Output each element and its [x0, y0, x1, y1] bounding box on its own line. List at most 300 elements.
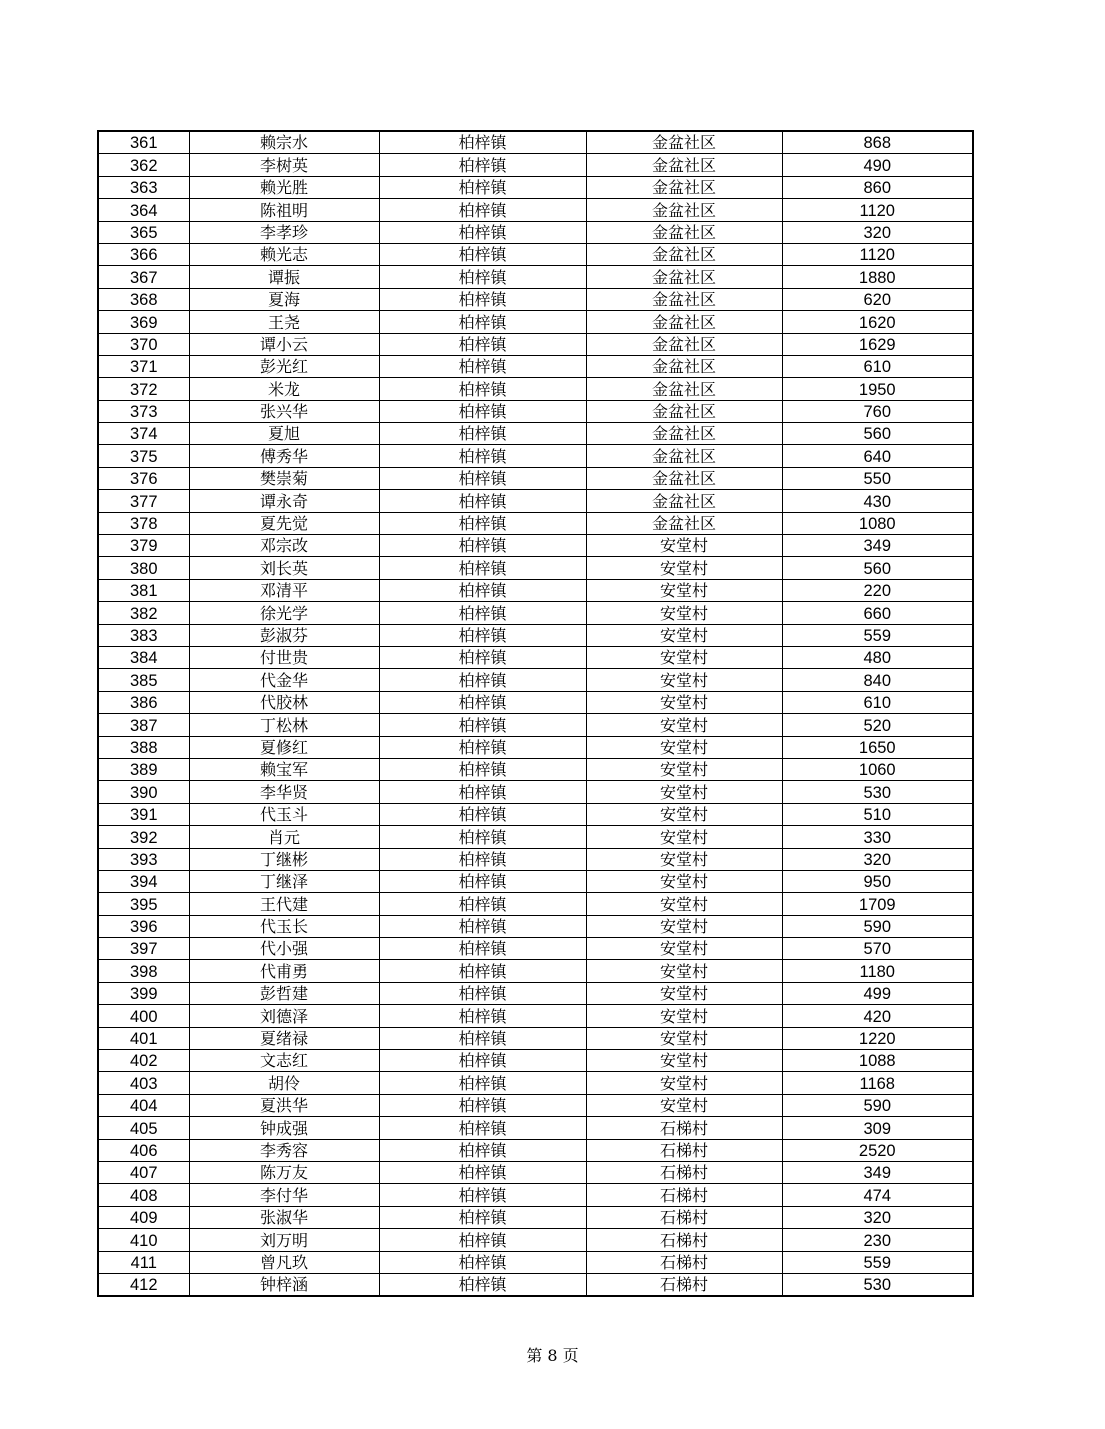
amount-cell: 1180: [782, 960, 973, 982]
row-index-cell: 398: [98, 960, 189, 982]
town-cell: 柏梓镇: [379, 176, 586, 198]
amount-cell: 480: [782, 646, 973, 668]
amount-cell: 1880: [782, 266, 973, 288]
amount-cell: 230: [782, 1229, 973, 1251]
village-cell: 金盆社区: [586, 243, 782, 265]
amount-cell: 760: [782, 400, 973, 422]
amount-cell: 1088: [782, 1050, 973, 1072]
table-row: [98, 221, 973, 243]
table-row: [98, 982, 973, 1004]
row-index-cell: 392: [98, 826, 189, 848]
row-index-cell: 385: [98, 669, 189, 691]
town-cell: 柏梓镇: [379, 669, 586, 691]
table-row: [98, 1273, 973, 1296]
village-cell: 安堂村: [586, 1027, 782, 1049]
name-cell: 张兴华: [189, 400, 379, 422]
village-cell: 金盆社区: [586, 490, 782, 512]
data-table: [97, 130, 974, 1297]
table-row: [98, 1229, 973, 1251]
table-row: [98, 736, 973, 758]
amount-cell: 1120: [782, 199, 973, 221]
row-index-cell: 373: [98, 400, 189, 422]
amount-cell: 610: [782, 691, 973, 713]
row-index-cell: 404: [98, 1094, 189, 1116]
village-cell: 金盆社区: [586, 288, 782, 310]
amount-cell: 1060: [782, 758, 973, 780]
row-index-cell: 378: [98, 512, 189, 534]
town-cell: 柏梓镇: [379, 1072, 586, 1094]
village-cell: 石梯村: [586, 1117, 782, 1139]
row-index-cell: 393: [98, 848, 189, 870]
row-index-cell: 411: [98, 1251, 189, 1273]
amount-cell: 1220: [782, 1027, 973, 1049]
table-row: [98, 960, 973, 982]
amount-cell: 220: [782, 579, 973, 601]
town-cell: 柏梓镇: [379, 311, 586, 333]
row-index-cell: 374: [98, 423, 189, 445]
table-row: [98, 1139, 973, 1161]
data-table-body: [98, 131, 973, 1296]
amount-cell: 2520: [782, 1139, 973, 1161]
amount-cell: 1709: [782, 893, 973, 915]
village-cell: 石梯村: [586, 1161, 782, 1183]
village-cell: 安堂村: [586, 803, 782, 825]
page-number: 第 8 页: [526, 1346, 579, 1365]
table-row: [98, 915, 973, 937]
row-index-cell: 370: [98, 333, 189, 355]
table-row: [98, 199, 973, 221]
name-cell: 丁继彬: [189, 848, 379, 870]
village-cell: 安堂村: [586, 691, 782, 713]
table-row: [98, 131, 973, 154]
table-row: [98, 355, 973, 377]
name-cell: 钟梓涵: [189, 1273, 379, 1296]
amount-cell: 560: [782, 557, 973, 579]
village-cell: 石梯村: [586, 1139, 782, 1161]
town-cell: 柏梓镇: [379, 1117, 586, 1139]
name-cell: 夏绪禄: [189, 1027, 379, 1049]
amount-cell: 550: [782, 467, 973, 489]
name-cell: 李华贤: [189, 781, 379, 803]
name-cell: 肖元: [189, 826, 379, 848]
name-cell: 陈祖明: [189, 199, 379, 221]
table-row: [98, 826, 973, 848]
table-row: [98, 490, 973, 512]
town-cell: 柏梓镇: [379, 199, 586, 221]
name-cell: 米龙: [189, 378, 379, 400]
row-index-cell: 412: [98, 1273, 189, 1296]
amount-cell: 620: [782, 288, 973, 310]
name-cell: 夏修红: [189, 736, 379, 758]
town-cell: 柏梓镇: [379, 355, 586, 377]
name-cell: 谭小云: [189, 333, 379, 355]
table-row: [98, 669, 973, 691]
name-cell: 曾凡玖: [189, 1251, 379, 1273]
name-cell: 赖光胜: [189, 176, 379, 198]
amount-cell: 499: [782, 982, 973, 1004]
row-index-cell: 384: [98, 646, 189, 668]
row-index-cell: 389: [98, 758, 189, 780]
town-cell: 柏梓镇: [379, 579, 586, 601]
town-cell: 柏梓镇: [379, 646, 586, 668]
town-cell: 柏梓镇: [379, 221, 586, 243]
name-cell: 张淑华: [189, 1206, 379, 1228]
row-index-cell: 367: [98, 266, 189, 288]
name-cell: 丁松林: [189, 714, 379, 736]
town-cell: 柏梓镇: [379, 714, 586, 736]
table-row: [98, 803, 973, 825]
name-cell: 夏海: [189, 288, 379, 310]
village-cell: 金盆社区: [586, 266, 782, 288]
amount-cell: 610: [782, 355, 973, 377]
town-cell: 柏梓镇: [379, 1027, 586, 1049]
row-index-cell: 408: [98, 1184, 189, 1206]
table-row: [98, 602, 973, 624]
table-row: [98, 512, 973, 534]
name-cell: 王代建: [189, 893, 379, 915]
name-cell: 邓宗改: [189, 535, 379, 557]
amount-cell: 1950: [782, 378, 973, 400]
village-cell: 金盆社区: [586, 378, 782, 400]
town-cell: 柏梓镇: [379, 848, 586, 870]
village-cell: 金盆社区: [586, 445, 782, 467]
town-cell: 柏梓镇: [379, 736, 586, 758]
row-index-cell: 401: [98, 1027, 189, 1049]
row-index-cell: 381: [98, 579, 189, 601]
village-cell: 安堂村: [586, 915, 782, 937]
name-cell: 彭哲建: [189, 982, 379, 1004]
table-row: [98, 1206, 973, 1228]
table-row: [98, 1005, 973, 1027]
table-row: [98, 1027, 973, 1049]
row-index-cell: 409: [98, 1206, 189, 1228]
name-cell: 陈万友: [189, 1161, 379, 1183]
row-index-cell: 383: [98, 624, 189, 646]
town-cell: 柏梓镇: [379, 803, 586, 825]
name-cell: 彭光红: [189, 355, 379, 377]
name-cell: 丁继泽: [189, 870, 379, 892]
row-index-cell: 410: [98, 1229, 189, 1251]
table-row: [98, 535, 973, 557]
table-row: [98, 758, 973, 780]
table-row: [98, 1117, 973, 1139]
name-cell: 付世贵: [189, 646, 379, 668]
town-cell: 柏梓镇: [379, 423, 586, 445]
town-cell: 柏梓镇: [379, 893, 586, 915]
name-cell: 代小强: [189, 938, 379, 960]
name-cell: 赖宗水: [189, 131, 379, 154]
village-cell: 安堂村: [586, 826, 782, 848]
town-cell: 柏梓镇: [379, 826, 586, 848]
row-index-cell: 395: [98, 893, 189, 915]
village-cell: 安堂村: [586, 1005, 782, 1027]
town-cell: 柏梓镇: [379, 490, 586, 512]
town-cell: 柏梓镇: [379, 1050, 586, 1072]
row-index-cell: 366: [98, 243, 189, 265]
village-cell: 金盆社区: [586, 512, 782, 534]
row-index-cell: 390: [98, 781, 189, 803]
town-cell: 柏梓镇: [379, 266, 586, 288]
row-index-cell: 402: [98, 1050, 189, 1072]
village-cell: 安堂村: [586, 1072, 782, 1094]
row-index-cell: 364: [98, 199, 189, 221]
row-index-cell: 371: [98, 355, 189, 377]
amount-cell: 868: [782, 131, 973, 154]
table-row: [98, 1251, 973, 1273]
village-cell: 金盆社区: [586, 467, 782, 489]
town-cell: 柏梓镇: [379, 602, 586, 624]
name-cell: 夏先觉: [189, 512, 379, 534]
amount-cell: 840: [782, 669, 973, 691]
row-index-cell: 379: [98, 535, 189, 557]
town-cell: 柏梓镇: [379, 400, 586, 422]
name-cell: 李付华: [189, 1184, 379, 1206]
row-index-cell: 365: [98, 221, 189, 243]
village-cell: 安堂村: [586, 960, 782, 982]
village-cell: 安堂村: [586, 646, 782, 668]
name-cell: 李树英: [189, 154, 379, 176]
amount-cell: 320: [782, 848, 973, 870]
table-row: [98, 781, 973, 803]
row-index-cell: 407: [98, 1161, 189, 1183]
table-row: [98, 378, 973, 400]
row-index-cell: 403: [98, 1072, 189, 1094]
town-cell: 柏梓镇: [379, 1251, 586, 1273]
table-row: [98, 467, 973, 489]
name-cell: 赖宝军: [189, 758, 379, 780]
row-index-cell: 372: [98, 378, 189, 400]
village-cell: 石梯村: [586, 1184, 782, 1206]
amount-cell: 950: [782, 870, 973, 892]
village-cell: 石梯村: [586, 1229, 782, 1251]
name-cell: 李孝珍: [189, 221, 379, 243]
table-row: [98, 848, 973, 870]
table-row: [98, 311, 973, 333]
village-cell: 安堂村: [586, 870, 782, 892]
amount-cell: 530: [782, 1273, 973, 1296]
village-cell: 安堂村: [586, 624, 782, 646]
amount-cell: 490: [782, 154, 973, 176]
name-cell: 彭淑芬: [189, 624, 379, 646]
town-cell: 柏梓镇: [379, 131, 586, 154]
town-cell: 柏梓镇: [379, 982, 586, 1004]
village-cell: 金盆社区: [586, 311, 782, 333]
town-cell: 柏梓镇: [379, 1139, 586, 1161]
town-cell: 柏梓镇: [379, 154, 586, 176]
amount-cell: 1620: [782, 311, 973, 333]
amount-cell: 1629: [782, 333, 973, 355]
name-cell: 赖光志: [189, 243, 379, 265]
amount-cell: 1120: [782, 243, 973, 265]
table-row: [98, 333, 973, 355]
town-cell: 柏梓镇: [379, 691, 586, 713]
name-cell: 刘长英: [189, 557, 379, 579]
row-index-cell: 406: [98, 1139, 189, 1161]
amount-cell: 1168: [782, 1072, 973, 1094]
table-row: [98, 557, 973, 579]
amount-cell: 590: [782, 1094, 973, 1116]
village-cell: 金盆社区: [586, 176, 782, 198]
village-cell: 安堂村: [586, 848, 782, 870]
name-cell: 李秀容: [189, 1139, 379, 1161]
village-cell: 安堂村: [586, 758, 782, 780]
table-row: [98, 176, 973, 198]
town-cell: 柏梓镇: [379, 758, 586, 780]
amount-cell: 570: [782, 938, 973, 960]
row-index-cell: 369: [98, 311, 189, 333]
town-cell: 柏梓镇: [379, 333, 586, 355]
town-cell: 柏梓镇: [379, 445, 586, 467]
row-index-cell: 397: [98, 938, 189, 960]
name-cell: 代玉长: [189, 915, 379, 937]
name-cell: 代甫勇: [189, 960, 379, 982]
table-row: [98, 1050, 973, 1072]
table-row: [98, 579, 973, 601]
row-index-cell: 391: [98, 803, 189, 825]
amount-cell: 1650: [782, 736, 973, 758]
amount-cell: 640: [782, 445, 973, 467]
town-cell: 柏梓镇: [379, 1161, 586, 1183]
row-index-cell: 396: [98, 915, 189, 937]
table-row: [98, 288, 973, 310]
amount-cell: 430: [782, 490, 973, 512]
table-row: [98, 154, 973, 176]
village-cell: 安堂村: [586, 982, 782, 1004]
village-cell: 安堂村: [586, 893, 782, 915]
town-cell: 柏梓镇: [379, 781, 586, 803]
name-cell: 傅秀华: [189, 445, 379, 467]
village-cell: 安堂村: [586, 1050, 782, 1072]
amount-cell: 309: [782, 1117, 973, 1139]
village-cell: 金盆社区: [586, 400, 782, 422]
table-row: [98, 646, 973, 668]
table-row: [98, 266, 973, 288]
table-row: [98, 423, 973, 445]
name-cell: 徐光学: [189, 602, 379, 624]
row-index-cell: 375: [98, 445, 189, 467]
village-cell: 石梯村: [586, 1251, 782, 1273]
amount-cell: 349: [782, 535, 973, 557]
amount-cell: 320: [782, 221, 973, 243]
amount-cell: 559: [782, 1251, 973, 1273]
name-cell: 樊崇菊: [189, 467, 379, 489]
town-cell: 柏梓镇: [379, 535, 586, 557]
amount-cell: 330: [782, 826, 973, 848]
name-cell: 钟成强: [189, 1117, 379, 1139]
name-cell: 刘万明: [189, 1229, 379, 1251]
table-row: [98, 624, 973, 646]
village-cell: 金盆社区: [586, 423, 782, 445]
table-row: [98, 243, 973, 265]
table-row: [98, 691, 973, 713]
amount-cell: 320: [782, 1206, 973, 1228]
amount-cell: 520: [782, 714, 973, 736]
village-cell: 金盆社区: [586, 199, 782, 221]
village-cell: 安堂村: [586, 602, 782, 624]
amount-cell: 510: [782, 803, 973, 825]
amount-cell: 530: [782, 781, 973, 803]
table-row: [98, 938, 973, 960]
row-index-cell: 362: [98, 154, 189, 176]
town-cell: 柏梓镇: [379, 870, 586, 892]
village-cell: 金盆社区: [586, 333, 782, 355]
amount-cell: 559: [782, 624, 973, 646]
town-cell: 柏梓镇: [379, 624, 586, 646]
name-cell: 刘德泽: [189, 1005, 379, 1027]
amount-cell: 660: [782, 602, 973, 624]
name-cell: 夏洪华: [189, 1094, 379, 1116]
name-cell: 夏旭: [189, 423, 379, 445]
town-cell: 柏梓镇: [379, 512, 586, 534]
table-row: [98, 1184, 973, 1206]
name-cell: 谭永奇: [189, 490, 379, 512]
row-index-cell: 394: [98, 870, 189, 892]
town-cell: 柏梓镇: [379, 378, 586, 400]
village-cell: 安堂村: [586, 1094, 782, 1116]
village-cell: 石梯村: [586, 1273, 782, 1296]
village-cell: 安堂村: [586, 736, 782, 758]
name-cell: 代玉斗: [189, 803, 379, 825]
town-cell: 柏梓镇: [379, 1184, 586, 1206]
row-index-cell: 400: [98, 1005, 189, 1027]
table-row: [98, 893, 973, 915]
row-index-cell: 376: [98, 467, 189, 489]
village-cell: 安堂村: [586, 579, 782, 601]
row-index-cell: 387: [98, 714, 189, 736]
town-cell: 柏梓镇: [379, 1273, 586, 1296]
row-index-cell: 382: [98, 602, 189, 624]
town-cell: 柏梓镇: [379, 288, 586, 310]
row-index-cell: 361: [98, 131, 189, 154]
amount-cell: 560: [782, 423, 973, 445]
name-cell: 胡伶: [189, 1072, 379, 1094]
name-cell: 王尧: [189, 311, 379, 333]
row-index-cell: 399: [98, 982, 189, 1004]
table-row: [98, 445, 973, 467]
town-cell: 柏梓镇: [379, 557, 586, 579]
name-cell: 代胶林: [189, 691, 379, 713]
town-cell: 柏梓镇: [379, 1094, 586, 1116]
table-row: [98, 1094, 973, 1116]
row-index-cell: 388: [98, 736, 189, 758]
village-cell: 金盆社区: [586, 154, 782, 176]
town-cell: 柏梓镇: [379, 243, 586, 265]
table-row: [98, 400, 973, 422]
village-cell: 安堂村: [586, 535, 782, 557]
town-cell: 柏梓镇: [379, 938, 586, 960]
amount-cell: 349: [782, 1161, 973, 1183]
town-cell: 柏梓镇: [379, 1005, 586, 1027]
row-index-cell: 368: [98, 288, 189, 310]
town-cell: 柏梓镇: [379, 1229, 586, 1251]
name-cell: 代金华: [189, 669, 379, 691]
village-cell: 石梯村: [586, 1206, 782, 1228]
name-cell: 邓清平: [189, 579, 379, 601]
village-cell: 金盆社区: [586, 221, 782, 243]
village-cell: 安堂村: [586, 714, 782, 736]
village-cell: 安堂村: [586, 938, 782, 960]
name-cell: 谭振: [189, 266, 379, 288]
table-row: [98, 1072, 973, 1094]
village-cell: 安堂村: [586, 557, 782, 579]
amount-cell: 860: [782, 176, 973, 198]
village-cell: 金盆社区: [586, 355, 782, 377]
village-cell: 金盆社区: [586, 131, 782, 154]
amount-cell: 590: [782, 915, 973, 937]
town-cell: 柏梓镇: [379, 467, 586, 489]
row-index-cell: 380: [98, 557, 189, 579]
table-row: [98, 870, 973, 892]
